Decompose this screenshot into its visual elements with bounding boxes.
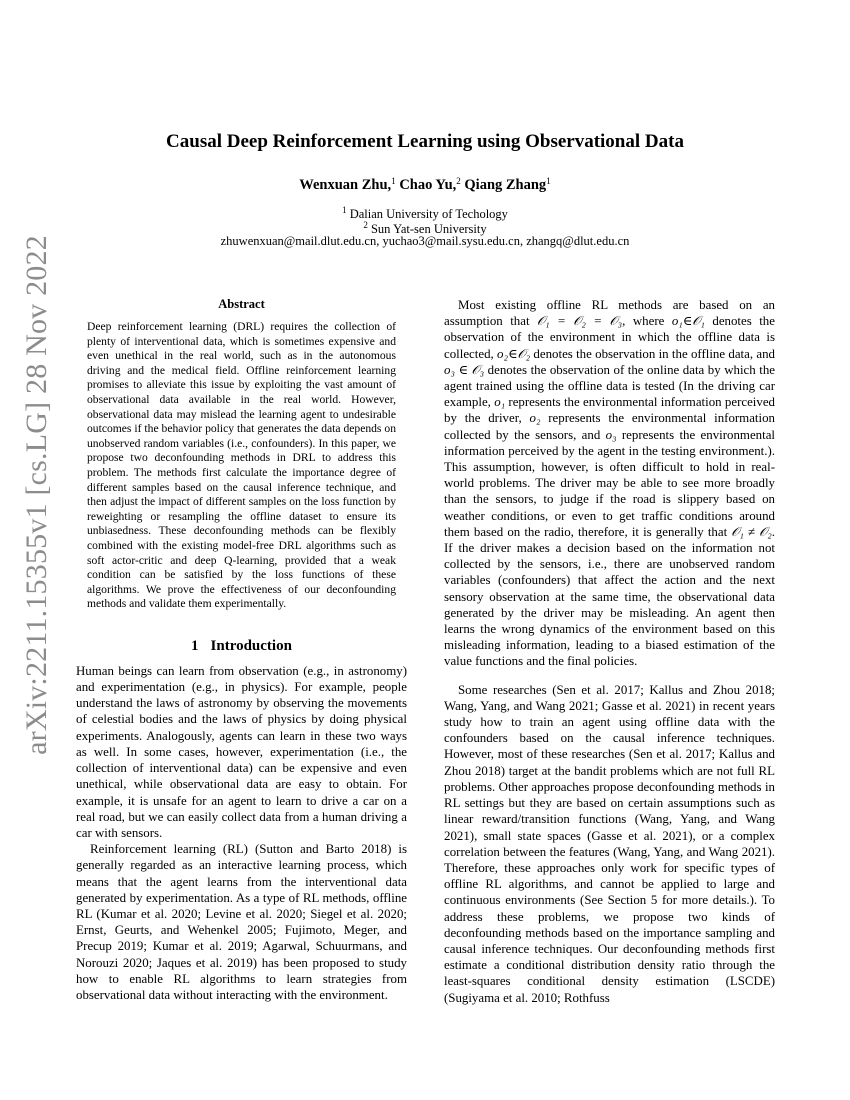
author-list: [0, 176, 850, 194]
text-run: represents the environmental information perceived by the agent in the testing environment.). This assumption, however, is often difficult to hold in real-world problems. The driver may be able to see more broadly than the sensors, to judge if the road is slippery based on weather conditions, or even to get traffic conditions around them based on the radio, therefore, it is generally that: [444, 427, 775, 539]
author-name: Qiang Zhang: [464, 177, 547, 193]
math-expression: o₂: [529, 411, 541, 426]
paragraph: Human beings can learn from observation (e.g., in astronomy) and experimentation (e.g., in physics). For example, people understand the laws of astronomy by observing the movements of celestial bodies and the laws of physics by doing physical experiments. Analogously, agents can learn in these two ways as well. In some cases, however, experimentation (i.e., the collection of interventional data) can be expensive and even unethical, while observational data are easy to obtain. For example, it is unsafe for an agent to learn to drive a car on a real road, but we can easily collect data from a human driving a car with sensors.: [76, 663, 407, 840]
section-heading: [76, 638, 407, 655]
paper-title: Causal Deep Reinforcement Learning using Observational Data: [166, 131, 684, 152]
author-name: Chao Yu,: [399, 177, 457, 193]
text-run: represents the environmental information perceived by the driver,: [444, 395, 776, 426]
affiliation-mark: 2: [363, 220, 368, 230]
right-column: [444, 297, 775, 1006]
text-run: Most existing offline RL methods are based on an assumption that: [444, 298, 775, 329]
math-expression: o₁: [494, 395, 506, 410]
author-affiliation-mark: 1: [546, 176, 551, 186]
affiliation-name: Dalian University of Techology: [349, 207, 508, 221]
text-run: denotes the observation in the offline data, and: [530, 346, 775, 361]
affiliation-mark: 1: [342, 205, 347, 215]
text-run: . If the driver makes a decision based on the information not collected by the sensors, i.e., there are unobserved random variables (confounders) that affect the action and the next sensory observation at the same time, the observational data generated by the driver may be misleading. An agent then learns the wrong dynamics of the environment based on this misleading information, leading to a biased estimation of the value functions and the final policies.: [444, 524, 775, 669]
left-column: [76, 297, 407, 1003]
text-run: denotes the observation of the online data by which the agent trained using the offline data is tested (In the driving car example,: [444, 362, 775, 410]
author-affiliation-mark: 1: [391, 176, 396, 186]
arxiv-identifier: [16, 235, 58, 755]
math-expression: o₂∈𝒪₂: [497, 346, 531, 361]
section-title: Introduction: [210, 637, 292, 654]
paragraph: [444, 297, 775, 670]
math-expression: o₃: [605, 427, 617, 442]
math-expression: o₃ ∈ 𝒪₃: [444, 362, 485, 377]
text-run: represents the environmental information collected by the sensors, and: [444, 411, 775, 442]
text-run: denotes the observation of the environment in which the offline data is collected,: [444, 314, 775, 361]
paragraph: Reinforcement learning (RL) (Sutton and Barto 2018) is generally regarded as an interactive learning process, which means that the agent learns from the interventional data generated by experimentation. As a type of RL methods, offline RL (Kumar et al. 2020; Levine et al. 2020; Siegel et al. 2020; Ernst, Geurts, and Wehenkel 2005; Fujimoto, Meger, and Precup 2019; Kumar et al. 2019; Agarwal, Schuurmans, and Norouzi 2020; Jaques et al. 2019) has been proposed to study how to enable RL algorithms to learn strategies from observational data without interacting with the environment.: [76, 842, 407, 1002]
author-emails: zhuwenxuan@mail.dlut.edu.cn, yuchao3@mail.sysu.edu.cn, zhangq@dlut.edu.cn: [220, 234, 630, 248]
math-expression: 𝒪₁ = 𝒪₂ = 𝒪₃: [537, 314, 623, 329]
author-affiliation-mark: 2: [456, 176, 461, 186]
math-expression: o₁∈𝒪₁: [671, 314, 705, 329]
text-run: , where: [622, 314, 672, 329]
paragraph: Some researches (Sen et al. 2017; Kallus and Zhou 2018; Wang, Yang, and Wang 2021; Gasse et al. 2021) in recent years study how to train an agent using offline data with the confounders based on the causal inference techniques. However, most of these researches (Sen et al. 2017; Kallus and Zhou 2018) target at the bandit problems which are not full RL problems. Other approaches propose deconfounding methods in RL settings but they are based on certain assumptions such as linear reward/transition functions (Wang, Yang, and Wang 2021), small state spaces (Gasse et al. 2021), or a complex correlation between the features (Wang, Yang, and Wang 2021). Therefore, these approaches only work for specific types of offline RL algorithms, and cannot be applied to large and continuous environments (See Section 5 for more details.). To address these problems, we propose two kinds of deconfounding methods based on the importance sampling and causal inference techniques. Our deconfounding methods first estimate a conditional distribution density ratio through the least-squares conditional density estimation (LSCDE) (Sugiyama et al. 2010; Rothfuss: [444, 682, 775, 1005]
section-number: 1: [191, 637, 199, 654]
arxiv-id-text: arXiv:2211.15355v1 [cs.LG] 28 Nov 2022: [20, 235, 54, 755]
abstract-heading: Abstract: [218, 297, 265, 311]
abstract-text: Deep reinforcement learning (DRL) requires the collection of plenty of interventional data, which is sometimes expensive and even unethical in the real world, such as in the autonomous driving and the medical field. Offline reinforcement learning promises to alleviate this issue by exploiting the vast amount of observational data available in the real world. However, observational data may mislead the learning agent to undesirable outcomes if the behavior policy that generates the data depends on unobserved random variables (i.e., confounders). In this paper, we propose two deconfounding methods in DRL to address this problem. The methods first calculate the importance degree of different samples based on the causal inference technique, and then adjust the impact of different samples on the loss function by reweighting or resampling the offline dataset to ensure its unbiasedness. These deconfounding methods can be flexibly combined with the existing model-free DRL algorithms such as soft actor-critic and deep Q-learning, provided that a weak condition can be satisfied by the loss functions of these algorithms. We prove the effectiveness of our deconfounding methods and validate them experimentally.: [87, 320, 396, 611]
author-name: Wenxuan Zhu,: [299, 177, 392, 193]
affiliation-name: Sun Yat-sen University: [370, 222, 487, 236]
math-expression: 𝒪₁ ≠ 𝒪₂: [731, 524, 772, 539]
